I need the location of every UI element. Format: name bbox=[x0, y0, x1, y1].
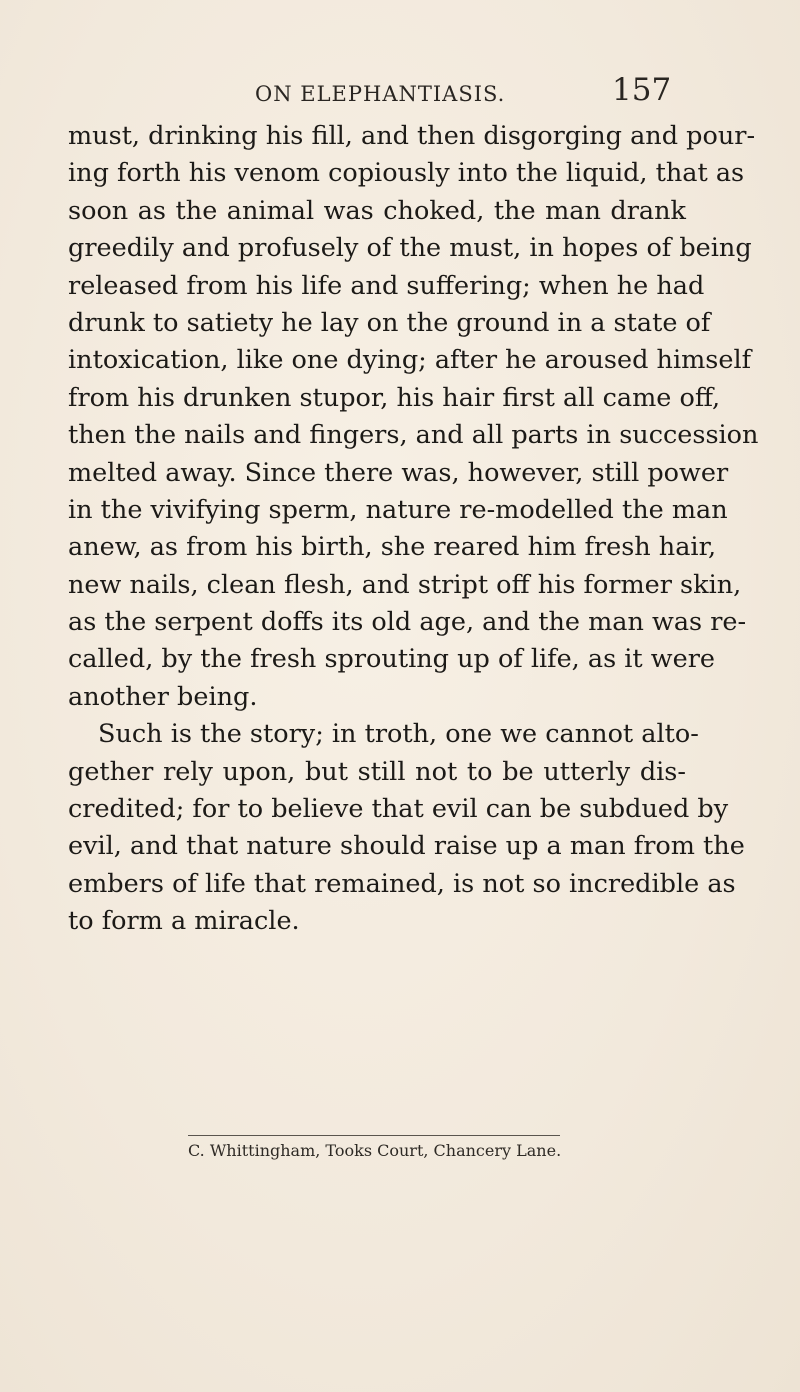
body-text bbox=[68, 118, 759, 941]
paragraph-start-line: Such is the story; in troth, one we cannot alto- bbox=[98, 719, 699, 750]
printer-imprint: C. Whittingham, Tooks Court, Chancery Lane. bbox=[188, 1141, 562, 1160]
paragraph-end-line: to form a miracle. bbox=[68, 906, 300, 937]
text-line: released from his life and suffering; when he had bbox=[68, 270, 705, 301]
text-line: gether rely upon, but still not to be utterly dis- bbox=[68, 756, 686, 787]
text-line: greedily and profusely of the must, in hopes of being bbox=[68, 233, 752, 264]
text-line: soon as the animal was choked, the man drank bbox=[68, 195, 686, 226]
text-line: from his drunken stupor, his hair first all came off, bbox=[68, 382, 721, 413]
text-line: as the serpent doffs its old age, and the man was re- bbox=[68, 607, 747, 638]
text-line: intoxication, like one dying; after he aroused himself bbox=[68, 345, 752, 376]
text-line: melted away. Since there was, however, still power bbox=[68, 457, 729, 488]
page-number: 157 bbox=[612, 72, 672, 108]
running-title: ON ELEPHANTIASIS. bbox=[255, 82, 506, 106]
text-line: must, drinking his fill, and then disgorging and pour- bbox=[68, 121, 756, 151]
text-line: then the nails and fingers, and all parts in succession bbox=[68, 420, 759, 451]
text-line: in the vivifying sperm, nature re-modelled the man bbox=[68, 494, 728, 525]
text-line: drunk to satiety he lay on the ground in a state of bbox=[68, 307, 711, 338]
text-line: embers of life that remained, is not so incredible as bbox=[68, 868, 736, 899]
imprint-rule bbox=[188, 1135, 560, 1136]
text-line: credited; for to believe that evil can be subdued by bbox=[68, 794, 729, 825]
text-line: new nails, clean flesh, and stript off his former skin, bbox=[68, 569, 742, 600]
paragraph-end-line: another being. bbox=[68, 681, 258, 712]
text-line: ing forth his venom copiously into the liquid, that as bbox=[68, 158, 745, 189]
text-line: called, by the fresh sprouting up of life, as it were bbox=[68, 644, 715, 675]
text-line: evil, and that nature should raise up a man from the bbox=[68, 831, 745, 862]
text-line: anew, as from his birth, she reared him fresh hair, bbox=[68, 532, 717, 563]
